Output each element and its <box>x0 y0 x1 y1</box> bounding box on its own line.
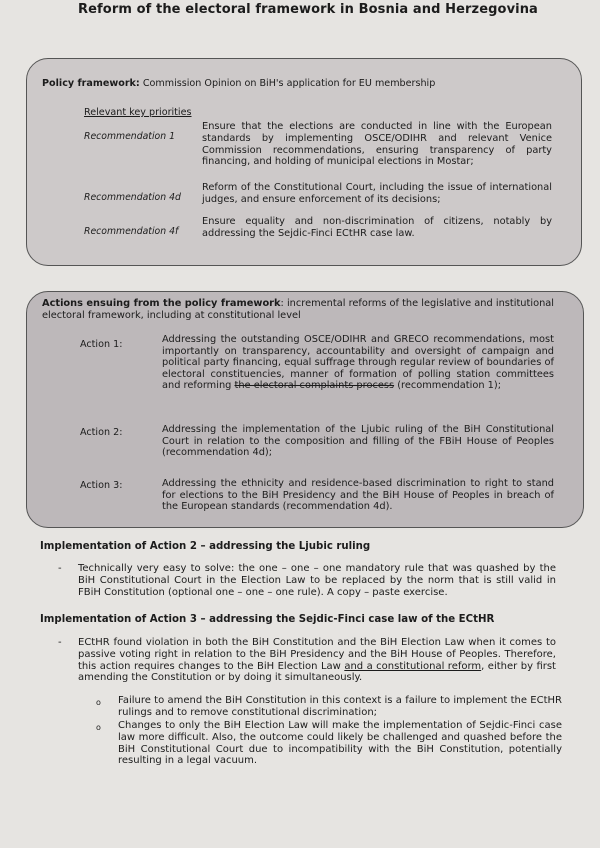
impl-action-3-text-b: , either by first amending the Constitution or by doing it simultaneously. <box>78 660 556 684</box>
policy-heading-bold: Policy framework: <box>42 78 140 89</box>
impl-action-3-underlined: and a constitutional reform <box>344 660 482 672</box>
policy-heading-text: Commission Opinion on BiH's application for EU membership <box>139 78 436 89</box>
impl-action-3-bullet: - <box>58 637 62 648</box>
action-2-label: Action 2: <box>80 427 123 438</box>
sub-bullet-1: o <box>96 698 101 707</box>
recommendation-4f-label: Recommendation 4f <box>84 226 179 237</box>
sub-bullet-2: o <box>96 723 101 732</box>
actions-heading <box>42 298 554 322</box>
action-1-label: Action 1: <box>80 339 123 350</box>
action-1-text-part: Addressing the outstanding OSCE/ODIHR and GRECO recommendations, most importantly on transparency, accountability and oversight of campaign and political party financing, equal suffrage through regular review of boundaries of electoral constituencies, manner of formation of polling station committees and reforming <box>162 334 554 392</box>
action-2-text: Addressing the implementation of the Ljubic ruling of the BiH Constitutional Court in relation to the composition and filling of the FBiH House of Peoples (recommendation 4d); <box>162 424 554 459</box>
impl-action-3-heading: Implementation of Action 3 – addressing the Sejdic-Finci case law of the ECtHR <box>40 614 495 625</box>
sub-point-2: Changes to only the BiH Election Law will make the implementation of Sejdic-Finci case law more difficult. Also, the outcome could likely be challenged and quashed before the BiH Constitutional Court due to incompatibility with the BiH Constitution, potentially resulting in a legal vacuum. <box>118 720 562 767</box>
recommendation-4f-text: Ensure equality and non-discrimination of citizens, notably by addressing the Sejdic-Finci ECtHR case law. <box>202 216 552 239</box>
impl-action-2-heading: Implementation of Action 2 – addressing the Ljubic ruling <box>40 541 371 552</box>
policy-framework-heading <box>42 78 562 89</box>
key-priorities-label: Relevant key priorities <box>84 107 192 118</box>
action-1-text-end: (recommendation 1); <box>394 380 502 392</box>
impl-action-2-bullet: - <box>58 563 62 574</box>
impl-action-3-text <box>78 637 556 684</box>
impl-action-3-text-a: ECtHR found violation in both the BiH Constitution and the BiH Election Law when it comes to passive voting right in relation to the BiH Presidency and the BiH House of Peoples. Therefore, this action requires changes to the BiH Election Law <box>78 637 556 672</box>
sub-point-1: Failure to amend the BiH Constitution in this context is a failure to implement the ECtHR rulings and to remove constitutional discrimination; <box>118 695 562 718</box>
page-title: Reform of the electoral framework in Bosnia and Herzegovina <box>78 2 538 17</box>
actions-heading-bold: Actions ensuing from the policy framework <box>42 298 281 309</box>
action-3-text: Addressing the ethnicity and residence-based discrimination to right to stand for elections to the BiH Presidency and the BiH House of Peoples in breach of the European standards (recommendation 4d). <box>162 478 554 513</box>
recommendation-4d-label: Recommendation 4d <box>84 192 181 203</box>
recommendation-4d-text: Reform of the Constitutional Court, including the issue of international judges, and ensure enforcement of its decisions; <box>202 182 552 205</box>
action-1-struck-text: the electoral complaints process <box>234 380 395 392</box>
action-1-text <box>162 334 554 392</box>
action-3-label: Action 3: <box>80 480 123 491</box>
recommendation-1-text: Ensure that the elections are conducted in line with the European standards by implementing OSCE/ODIHR and relevant Venice Commission recommendations, ensuring transparency of party financing, and holding of municipal elections in Mostar; <box>202 121 552 168</box>
impl-action-2-text: Technically very easy to solve: the one – one – one mandatory rule that was quashed by the BiH Constitutional Court in the Election Law to be replaced by the norm that is still valid in FBiH Constitution (optional one – one – one rule). A copy – paste exercise. <box>78 563 556 598</box>
recommendation-1-label: Recommendation 1 <box>84 131 175 142</box>
actions-heading-text: : incremental reforms of the legislative and institutional electoral framework, including at constitutional level <box>42 298 555 321</box>
